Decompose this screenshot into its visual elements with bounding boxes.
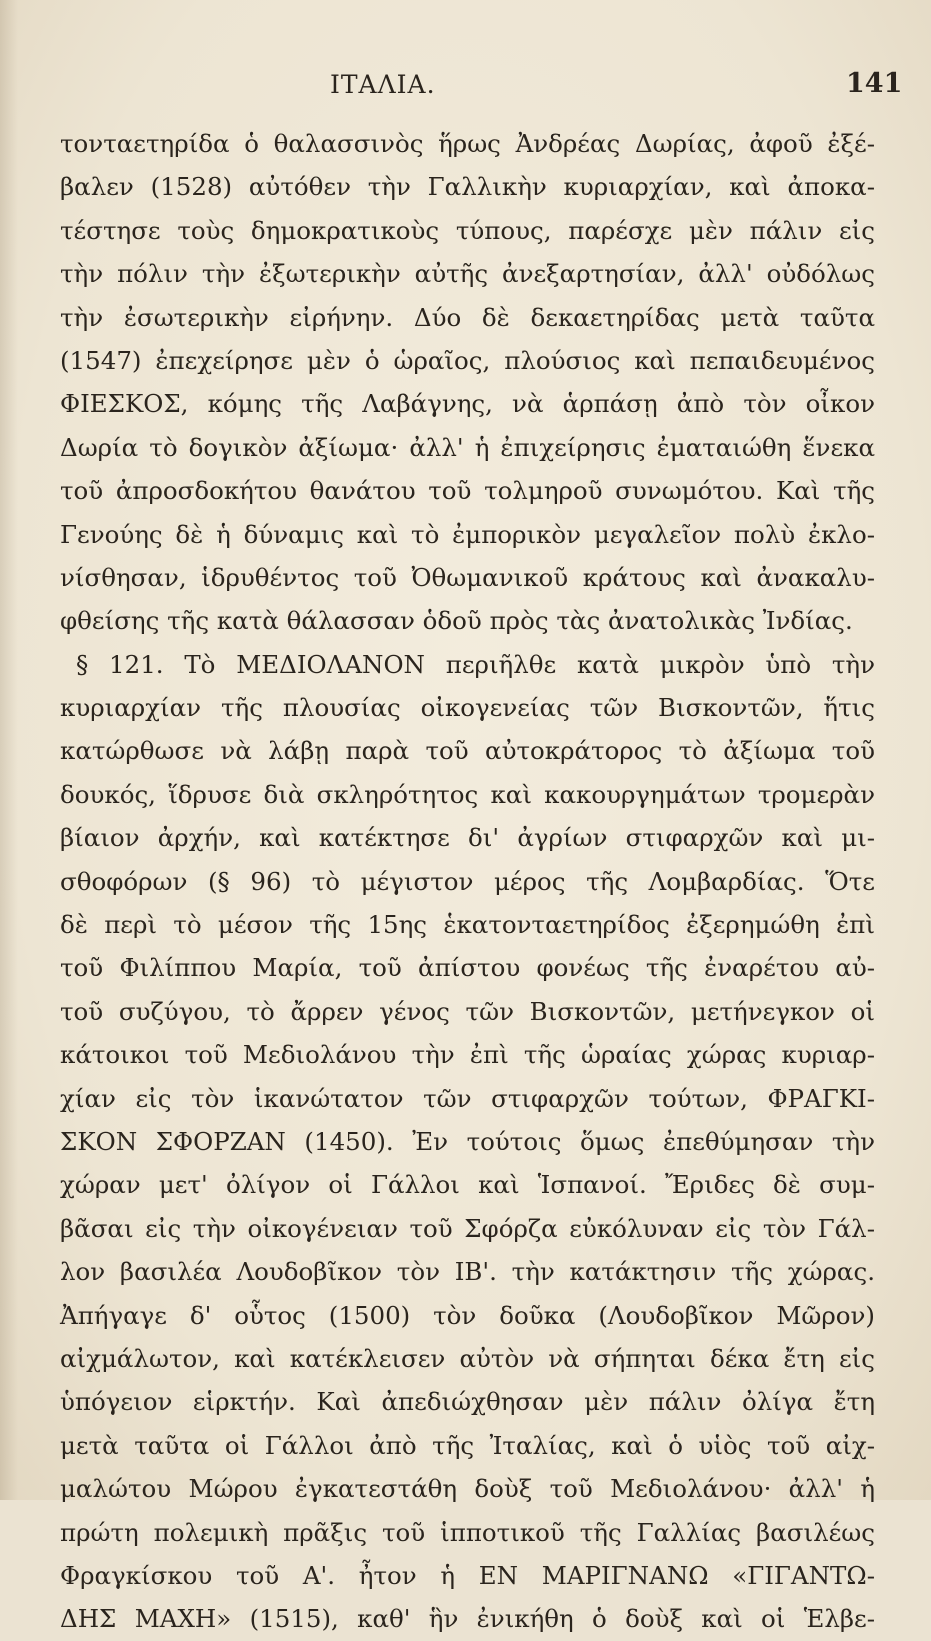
text-line: τὴν πόλιν τὴν ἐξωτερικὴν αὐτῆς ἀνεξαρτησίαν, ἀλλ' οὐδόλως [60, 259, 875, 289]
text-line: δὲ περὶ τὸ μέσον τῆς 15ης ἑκατονταετηρίδος ἐξερημώθη ἐπὶ [60, 910, 875, 940]
text-line: τοῦ ἀπροσδοκήτου θανάτου τοῦ τολμηροῦ συνωμότου. Καὶ τῆς [60, 476, 875, 506]
text-line: τέστησε τοὺς δημοκρατικοὺς τύπους, παρέσχε μὲν πάλιν εἰς [60, 215, 875, 245]
page-number: 141 [846, 68, 903, 99]
text-line: ΣΚΟΝ ΣΦΟΡΖΑΝ (1450). Ἐν τούτοις ὅμως ἐπεθύμησαν τὴν [60, 1126, 875, 1156]
text-line: χίαν εἰς τὸν ἱκανώτατον τῶν στιφαρχῶν τούτων, ΦΡΑΓΚΙ- [60, 1083, 875, 1113]
text-line: τοῦ συζύγου, τὸ ἄρρεν γένος τῶν Βισκοντῶν, μετήνεγκον οἱ [60, 996, 875, 1026]
text-line: δουκός, ἵδρυσε διὰ σκληρότητος καὶ κακουργημάτων τρομερὰν [60, 779, 875, 809]
text-line: μετὰ ταῦτα οἱ Γάλλοι ἀπὸ τῆς Ἰταλίας, καὶ ὁ υἱὸς τοῦ αἰχ- [60, 1430, 875, 1460]
text-line: πρώτη πολεμικὴ πρᾶξις τοῦ ἱπποτικοῦ τῆς Γαλλίας βασιλέως [60, 1517, 875, 1547]
text-line: βᾶσαι εἰς τὴν οἰκογένειαν τοῦ Σφόρζα εὐκόλυναν εἰς τὸν Γάλ- [60, 1213, 875, 1243]
text-line: ΦΙΕΣΚΟΣ, κόμης τῆς Λαβάγνης, νὰ ἁρπάσῃ ἀπὸ τὸν οἶκον [60, 389, 875, 419]
text-line: (1547) ἐπεχείρησε μὲν ὁ ὡραῖος, πλούσιος καὶ πεπαιδευμένος [60, 345, 875, 375]
text-line: αἰχμάλωτον, καὶ κατέκλεισεν αὐτὸν νὰ σήπηται δέκα ἔτη εἰς [60, 1343, 875, 1373]
text-line: ΔΗΣ ΜΑΧΗ» (1515), καθ' ἣν ἐνικήθη ὁ δοὺξ καὶ οἱ Ἑλβε- [60, 1604, 875, 1634]
text-line: ὑπόγειον εἱρκτήν. Καὶ ἀπεδιώχθησαν μὲν πάλιν ὀλίγα ἔτη [60, 1387, 875, 1417]
text-line: Γενούης δὲ ἡ δύναμις καὶ τὸ ἐμπορικὸν μεγαλεῖον πολὺ ἐκλο- [60, 519, 875, 549]
page-header [0, 60, 931, 110]
text-line: νίσθησαν, ἱδρυθέντος τοῦ Ὀθωμανικοῦ κράτους καὶ ἀνακαλυ- [60, 562, 875, 592]
body-text [60, 122, 875, 1641]
text-line: φθείσης τῆς κατὰ θάλασσαν ὁδοῦ πρὸς τὰς ἀνατολικὰς Ἰνδίας. [60, 606, 853, 636]
text-line: κάτοικοι τοῦ Μεδιολάνου τὴν ἐπὶ τῆς ὡραίας χώρας κυριαρ- [60, 1040, 875, 1070]
text-line: τὴν ἐσωτερικὴν εἰρήνην. Δύο δὲ δεκαετηρίδας μετὰ ταῦτα [60, 302, 875, 332]
text-line: Δωρία τὸ δογικὸν ἀξίωμα· ἀλλ' ἡ ἐπιχείρησις ἐματαιώθη ἕνεκα [60, 432, 875, 462]
text-line: κυριαρχίαν τῆς πλουσίας οἰκογενείας τῶν Βισκοντῶν, ἥτις [60, 693, 875, 723]
text-line: χώραν μετ' ὀλίγον οἱ Γάλλοι καὶ Ἱσπανοί. Ἔριδες δὲ συμ- [60, 1170, 875, 1200]
section-start-line: § 121. Τὸ ΜΕΔΙΟΛΑΝΟΝ περιῆλθε κατὰ μικρὸν ὑπὸ τὴν [76, 649, 875, 679]
text-line: βαλεν (1528) αὐτόθεν τὴν Γαλλικὴν κυριαρχίαν, καὶ ἀποκα- [60, 172, 875, 202]
text-line: βίαιον ἀρχήν, καὶ κατέκτησε δι' ἀγρίων στιφαρχῶν καὶ μι- [60, 823, 875, 853]
text-line: Ἀπήγαγε δ' οὗτος (1500) τὸν δοῦκα (Λουδοβῖκον Μῶρον) [60, 1300, 875, 1330]
gutter-shadow [0, 0, 18, 1500]
text-line: λον βασιλέα Λουδοβῖκον τὸν ΙΒ'. τὴν κατάκτησιν τῆς χώρας. [60, 1257, 875, 1287]
text-line: σθοφόρων (§ 96) τὸ μέγιστον μέρος τῆς Λομβαρδίας. Ὅτε [60, 866, 875, 896]
text-line: μαλώτου Μώρου ἐγκατεστάθη δοὺξ τοῦ Μεδιολάνου· ἀλλ' ἡ [60, 1474, 875, 1504]
text-line: τοῦ Φιλίππου Μαρία, τοῦ ἀπίστου φονέως τῆς ἐναρέτου αὐ- [60, 953, 875, 983]
text-line: τονταετηρίδα ὁ θαλασσινὸς ἥρως Ἀνδρέας Δωρίας, ἀφοῦ ἐξέ- [60, 129, 875, 158]
running-head: ΙΤΑΛΙΑ. [330, 70, 436, 99]
text-line: Φραγκίσκου τοῦ Α'. ἦτον ἡ ΕΝ ΜΑΡΙΓΝΑΝΩ «ΓΙΓΑΝΤΩ- [60, 1560, 875, 1590]
text-line: κατώρθωσε νὰ λάβῃ παρὰ τοῦ αὐτοκράτορος τὸ ἀξίωμα τοῦ [60, 736, 875, 766]
